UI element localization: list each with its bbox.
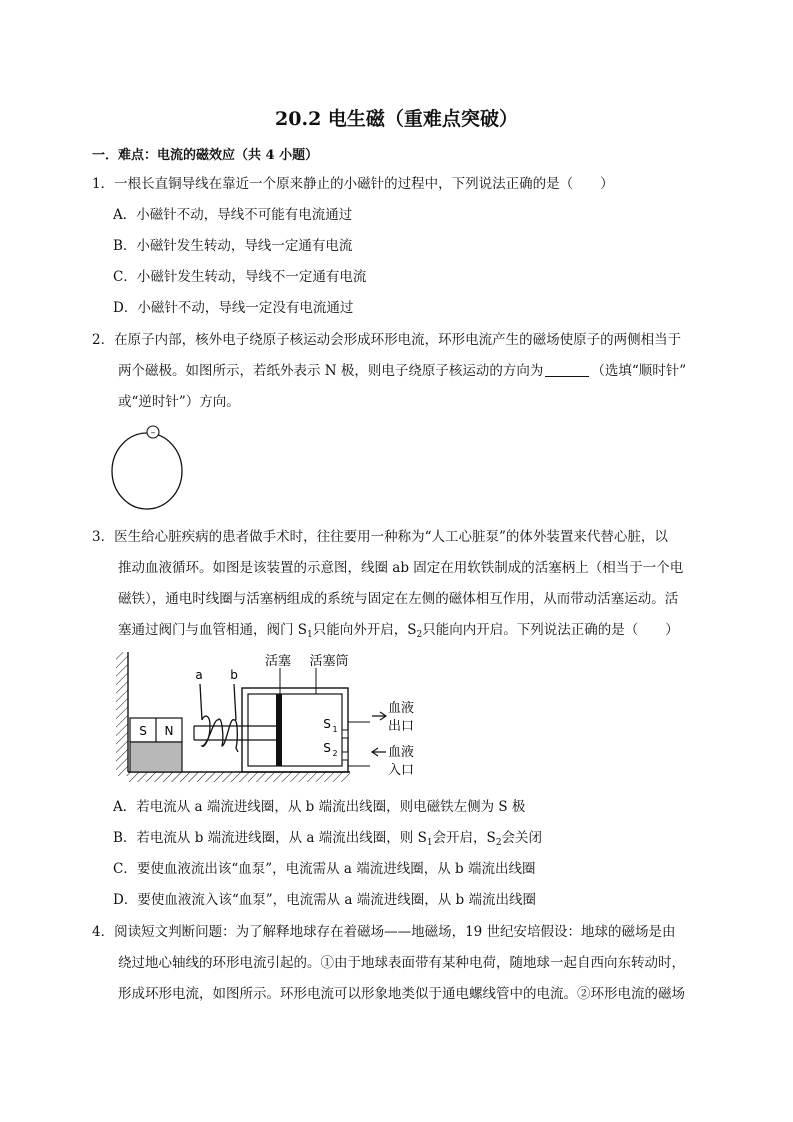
coil-a-label: a (195, 668, 203, 682)
q2-line2-tail: （选填“顺时针” (591, 363, 687, 379)
q2-line3: 或“逆时针”）方向。 (118, 394, 240, 410)
valve-s2-sub: 2 (332, 749, 338, 758)
q3-option-b-part2: 会开启，S (432, 830, 496, 846)
q3-option-c: C．要使血液流出该“血泵”，电流需从 a 端流进线圈，从 b 端流出线圈 (113, 861, 536, 877)
q3-option-b-part3: 会关闭 (501, 830, 543, 846)
outlet-label-2: 出口 (388, 719, 415, 734)
q1-option-a: A．小磁针不动，导线不可能有电流通过 (113, 207, 353, 223)
q3-option-d: D．要使血液流入该“血泵”，电流需从 a 端流进线圈，从 b 端流出线圈 (113, 892, 536, 908)
ground-hatch (128, 772, 350, 782)
piston (276, 694, 282, 766)
valve-s1 (342, 730, 348, 738)
magnet-n-label: N (164, 724, 174, 738)
q4-line1: 4．阅读短文判断问题：为了解释地球存在着磁场——地磁场，19 世纪安培假设：地球的磁场是由 (92, 924, 676, 940)
outlet-arrow-icon (372, 712, 386, 720)
q1-option-d: D．小磁针不动，导线一定没有电流通过 (113, 300, 354, 316)
heart-pump-figure (110, 648, 430, 784)
piston-label: 活塞 (264, 654, 292, 669)
magnet-base (130, 742, 182, 772)
valve-s2-label: S (323, 741, 331, 755)
q2-line2-text: 两个磁极。如图所示，若纸外表示 N 极，则电子绕原子核运动的方向为 (118, 363, 544, 379)
q3-line4-part3: 只能向内开启。下列说法正确的是（ ） (422, 622, 679, 638)
q2-line1: 2．在原子内部，核外电子绕原子核运动会形成环形电流，环形电流产生的磁场使原子的两侧相当于 (92, 332, 682, 348)
coil-lead-b (234, 684, 236, 720)
magnet-s-label: S (139, 724, 147, 738)
section-heading: 一．难点：电流的磁效应（共 4 小题） (92, 148, 319, 163)
q3-option-b (113, 829, 542, 852)
q3-line4-part2: 只能向外开启，S (312, 622, 417, 638)
coil (200, 684, 238, 752)
valve-s2 (342, 752, 348, 760)
electron-charge-label: – (150, 428, 156, 438)
cylinder-label: 活塞筒 (309, 654, 349, 669)
inlet-label-2: 入口 (388, 763, 415, 778)
q3-line3: 磁铁），通电时线圈与活塞柄组成的系统与固定在左侧的磁体相互作用，从而带动活塞运动。活 (118, 591, 679, 607)
q1-stem: 1．一根长直铜导线在靠近一个原来静止的小磁针的过程中，下列说法正确的是（ ） (92, 176, 614, 192)
subscript-2: 2 (495, 838, 502, 848)
q3-option-a: A．若电流从 a 端流进线圈，从 b 端流出线圈，则电磁铁左侧为 S 极 (113, 799, 526, 815)
inlet-label-1: 血液 (388, 745, 415, 760)
q1-option-c: C．小磁针发生转动，导线不一定通有电流 (113, 269, 367, 285)
q2-line2 (118, 362, 686, 380)
q3-line2: 推动血液循环。如图是该装置的示意图，线圈 ab 固定在用软铁制成的活塞柄上（相当于一个电 (118, 560, 684, 576)
q3-line1: 3．医生给心脏疾病的患者做手术时，往往要用一种称为“人工心脏泵”的体外装置来代替心脏，以 (92, 529, 668, 545)
subscript-1: 1 (426, 838, 433, 848)
q4-line3: 形成环形电流，如图所示。环形电流可以形象地类似于通电螺线管中的电流。②环形电流的磁场 (118, 986, 685, 1002)
atom-figure (108, 420, 188, 512)
valve-s1-sub: 1 (332, 725, 338, 734)
inlet-arrow-icon (372, 748, 386, 756)
wall-hatch (116, 652, 128, 776)
q3-line4 (118, 621, 679, 644)
page-title: 20.2 电生磁（重难点突破） (275, 108, 518, 130)
outlet-label-1: 血液 (388, 701, 415, 716)
answer-blank (545, 362, 589, 377)
q3-line4-part1: 塞通过阀门与血管相通，阀门 S (118, 622, 308, 638)
q1-option-b: B．小磁针发生转动，导线一定通有电流 (113, 238, 353, 254)
q3-option-b-part1: B．若电流从 b 端流进线圈，从 a 端流出线圈，则 S (113, 830, 427, 846)
subscript-2: 2 (416, 630, 423, 640)
subscript-1: 1 (307, 630, 313, 640)
electron-orbit (112, 433, 182, 509)
q4-line2: 绕过地心轴线的环形电流引起的。①由于地球表面带有某种电荷，随地球一起自西向东转动时， (118, 955, 685, 971)
valve-s1-label: S (323, 717, 331, 731)
coil-b-label: b (230, 668, 238, 682)
